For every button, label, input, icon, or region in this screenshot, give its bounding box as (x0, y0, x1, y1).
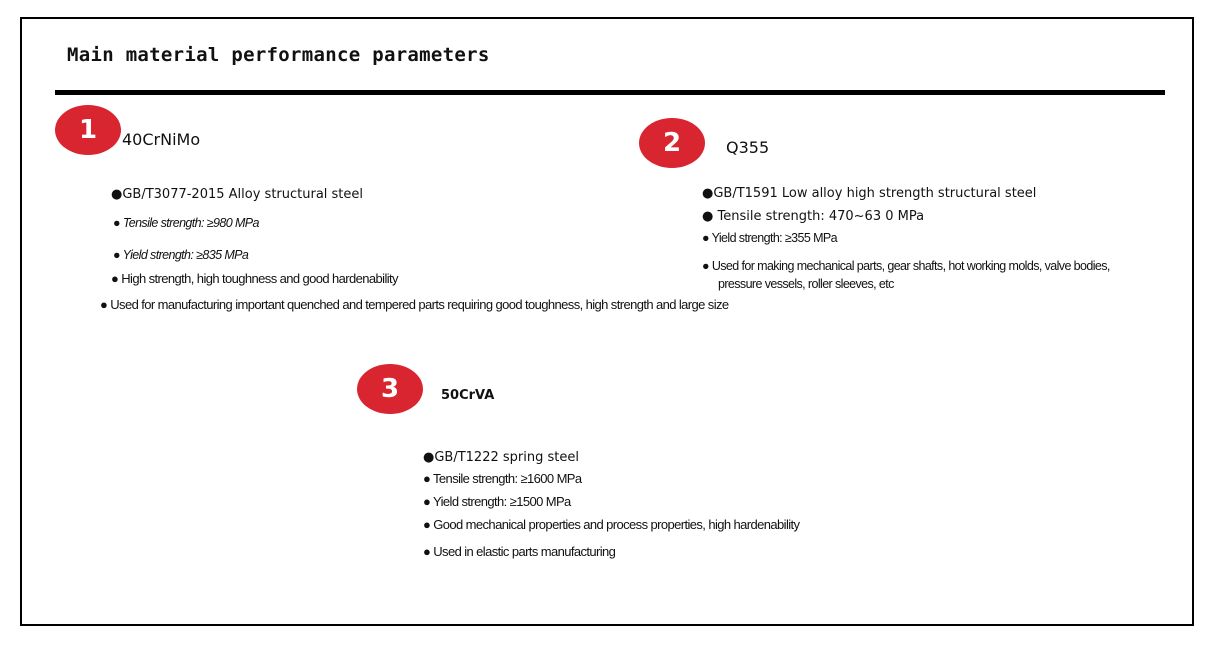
material-3-feature: ● Good mechanical properties and process properties, high hardenability (423, 517, 800, 532)
material-3-tensile-strength: ● Tensile strength: ≥1600 MPa (423, 471, 582, 486)
material-2-name: Q355 (726, 138, 770, 157)
material-1-tensile-strength: ● Tensile strength: ≥980 MPa (113, 216, 259, 230)
page-title: Main material performance parameters (67, 44, 490, 66)
material-1-number-badge: 1 (55, 105, 121, 155)
material-2-standard: ●GB/T1591 Low alloy high strength structural steel (702, 186, 1037, 201)
material-1-name: 40CrNiMo (122, 130, 201, 149)
page-frame (20, 17, 1194, 626)
material-3-name: 50CrVA (441, 388, 495, 403)
material-1-yield-strength: ● Yield strength: ≥835 MPa (113, 248, 249, 262)
material-2-tensile-strength: ● Tensile strength: 470~63 0 MPa (702, 209, 925, 224)
material-2-number-badge: 2 (639, 118, 705, 168)
material-1-standard: ●GB/T3077-2015 Alloy structural steel (111, 187, 364, 202)
material-3-number-badge: 3 (357, 364, 423, 414)
material-1-usage: ● Used for manufacturing important quenched and tempered parts requiring good toughness, high strength and large size (100, 297, 729, 312)
material-3-standard: ●GB/T1222 spring steel (423, 450, 579, 465)
material-3-usage: ● Used in elastic parts manufacturing (423, 544, 616, 559)
title-divider (55, 90, 1165, 95)
material-2-yield-strength: ● Yield strength: ≥355 MPa (702, 231, 838, 245)
material-2-usage: ● Used for making mechanical parts, gear shafts, hot working molds, valve bodies, (702, 259, 1110, 273)
material-1-feature: ● High strength, high toughness and good hardenability (111, 271, 398, 286)
material-3-yield-strength: ● Yield strength: ≥1500 MPa (423, 494, 571, 509)
material-2-usage-continued: pressure vessels, roller sleeves, etc (718, 277, 894, 291)
